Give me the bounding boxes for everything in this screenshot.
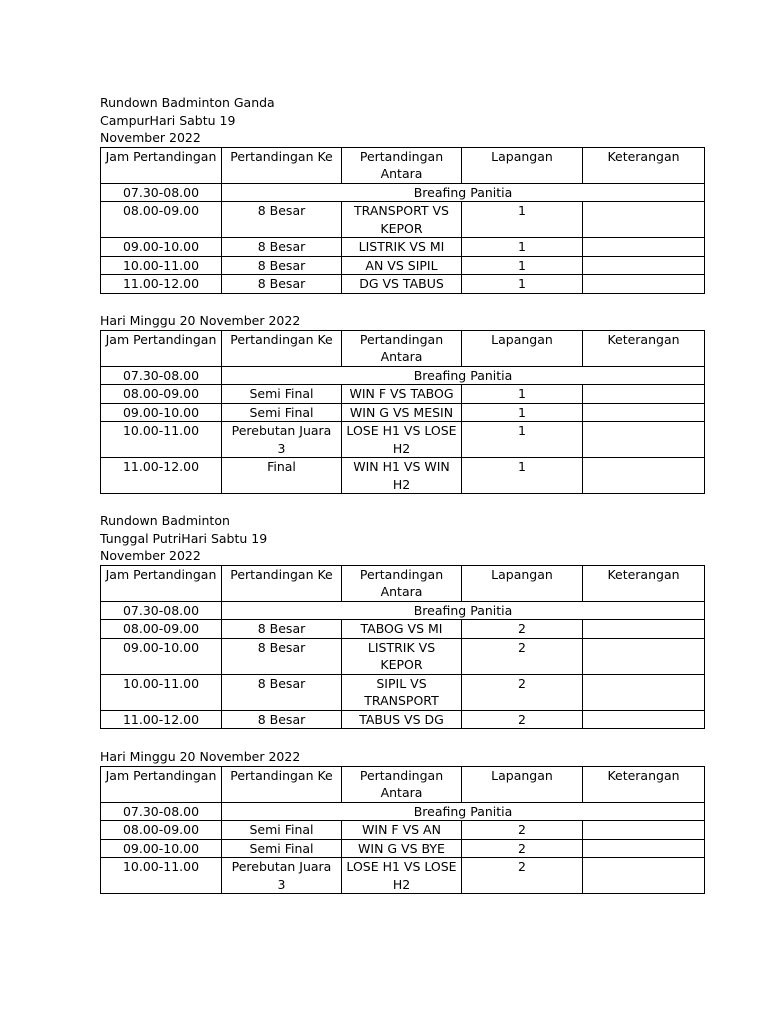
cell-round: 8 Besar: [222, 674, 342, 710]
header-keterangan: Keterangan: [583, 565, 705, 601]
cell-round: Semi Final: [222, 839, 342, 858]
cell-match: LISTRIK VS MI: [342, 238, 462, 257]
header-jam: Jam Pertandingan: [101, 565, 222, 601]
breafing-row: [101, 802, 705, 821]
cell-time: 08.00-09.00: [101, 202, 222, 238]
cell-round: Perebutan Juara 3: [222, 858, 342, 894]
cell-note: [583, 674, 705, 710]
table-row: [101, 238, 705, 257]
cell-match: TRANSPORT VS KEPOR: [342, 202, 462, 238]
table-row: [101, 821, 705, 840]
section-ganda-campur-minggu: [100, 312, 704, 494]
cell-round: 8 Besar: [222, 256, 342, 275]
section-heading-line: Rundown Badminton: [100, 513, 230, 528]
cell-court: 2: [462, 858, 583, 894]
rundown-table: [100, 565, 705, 730]
table-row: [101, 403, 705, 422]
cell-round: Perebutan Juara 3: [222, 422, 342, 458]
cell-court: 2: [462, 821, 583, 840]
cell-match: WIN F VS TABOG: [342, 385, 462, 404]
cell-court: 1: [462, 458, 583, 494]
header-pertandingan-ke: Pertandingan Ke: [222, 330, 342, 366]
table-row: [101, 674, 705, 710]
section-heading-line: November 2022: [100, 548, 201, 563]
table-row: [101, 385, 705, 404]
cell-court: 1: [462, 385, 583, 404]
cell-time: 09.00-10.00: [101, 238, 222, 257]
cell-note: [583, 839, 705, 858]
cell-court: 2: [462, 674, 583, 710]
cell-court: 1: [462, 403, 583, 422]
cell-note: [583, 821, 705, 840]
table-row: [101, 710, 705, 729]
cell-court: 2: [462, 839, 583, 858]
cell-court: 1: [462, 275, 583, 294]
cell-court: 1: [462, 202, 583, 238]
cell-breafing: Breafing Panitia: [222, 183, 705, 202]
section-tunggal-putri-sabtu: [100, 512, 704, 729]
breafing-row: [101, 601, 705, 620]
cell-note: [583, 858, 705, 894]
section-heading-line: CampurHari Sabtu 19: [100, 112, 236, 128]
header-lapangan: Lapangan: [462, 330, 583, 366]
cell-round: 8 Besar: [222, 202, 342, 238]
header-pertandingan-antara: Pertandingan Antara: [342, 330, 462, 366]
cell-match: WIN G VS BYE: [342, 839, 462, 858]
header-pertandingan-antara: Pertandingan Antara: [342, 147, 462, 183]
table-row: [101, 638, 705, 674]
cell-breafing: Breafing Panitia: [222, 601, 705, 620]
cell-time: 10.00-11.00: [101, 256, 222, 275]
table-row: [101, 275, 705, 294]
header-lapangan: Lapangan: [462, 147, 583, 183]
cell-time: 08.00-09.00: [101, 385, 222, 404]
cell-match: LOSE H1 VS LOSE H2: [342, 858, 462, 894]
cell-time: 11.00-12.00: [101, 458, 222, 494]
header-pertandingan-antara: Pertandingan Antara: [342, 766, 462, 802]
section-heading-line: Hari Minggu 20 November 2022: [100, 749, 301, 764]
table-row: [101, 839, 705, 858]
cell-time: 07.30-08.00: [101, 183, 222, 202]
cell-match: TABUS VS DG: [342, 710, 462, 729]
table-row: [101, 422, 705, 458]
cell-note: [583, 710, 705, 729]
table-header-row: [101, 147, 705, 183]
section-heading-line: Hari Minggu 20 November 2022: [100, 313, 301, 328]
cell-match: DG VS TABUS: [342, 275, 462, 294]
cell-note: [583, 422, 705, 458]
cell-match: WIN G VS MESIN: [342, 403, 462, 422]
table-row: [101, 620, 705, 639]
cell-round: Semi Final: [222, 821, 342, 840]
table-row: [101, 858, 705, 894]
cell-round: 8 Besar: [222, 638, 342, 674]
header-keterangan: Keterangan: [583, 147, 705, 183]
table-header-row: [101, 565, 705, 601]
section-heading-line: Rundown Badminton Ganda: [100, 95, 275, 110]
cell-court: 1: [462, 256, 583, 275]
cell-note: [583, 638, 705, 674]
cell-time: 11.00-12.00: [101, 275, 222, 294]
cell-note: [583, 238, 705, 257]
breafing-row: [101, 366, 705, 385]
cell-round: 8 Besar: [222, 620, 342, 639]
cell-note: [583, 202, 705, 238]
cell-time: 08.00-09.00: [101, 620, 222, 639]
cell-round: Final: [222, 458, 342, 494]
cell-time: 09.00-10.00: [101, 638, 222, 674]
rundown-table: [100, 330, 705, 495]
cell-breafing: Breafing Panitia: [222, 802, 705, 821]
cell-round: Semi Final: [222, 385, 342, 404]
table-row: [101, 458, 705, 494]
header-pertandingan-ke: Pertandingan Ke: [222, 766, 342, 802]
section-heading-line: November 2022: [100, 130, 201, 145]
cell-time: 09.00-10.00: [101, 839, 222, 858]
header-lapangan: Lapangan: [462, 565, 583, 601]
table-row: [101, 256, 705, 275]
header-keterangan: Keterangan: [583, 766, 705, 802]
cell-note: [583, 275, 705, 294]
cell-match: TABOG VS MI: [342, 620, 462, 639]
cell-note: [583, 403, 705, 422]
cell-breafing: Breafing Panitia: [222, 366, 705, 385]
cell-time: 10.00-11.00: [101, 422, 222, 458]
section-tunggal-putri-minggu: [100, 748, 704, 894]
cell-match: WIN H1 VS WIN H2: [342, 458, 462, 494]
header-pertandingan-ke: Pertandingan Ke: [222, 565, 342, 601]
rundown-table: [100, 766, 705, 895]
cell-round: 8 Besar: [222, 710, 342, 729]
cell-note: [583, 458, 705, 494]
header-jam: Jam Pertandingan: [101, 766, 222, 802]
table-row: [101, 202, 705, 238]
cell-match: WIN F VS AN: [342, 821, 462, 840]
header-jam: Jam Pertandingan: [101, 330, 222, 366]
cell-match: LISTRIK VS KEPOR: [342, 638, 462, 674]
cell-match: SIPIL VS TRANSPORT: [342, 674, 462, 710]
header-jam: Jam Pertandingan: [101, 147, 222, 183]
cell-round: 8 Besar: [222, 275, 342, 294]
cell-match: AN VS SIPIL: [342, 256, 462, 275]
table-header-row: [101, 330, 705, 366]
cell-match: LOSE H1 VS LOSE H2: [342, 422, 462, 458]
cell-note: [583, 620, 705, 639]
table-header-row: [101, 766, 705, 802]
cell-time: 07.30-08.00: [101, 366, 222, 385]
cell-time: 07.30-08.00: [101, 601, 222, 620]
header-pertandingan-antara: Pertandingan Antara: [342, 565, 462, 601]
section-heading-line: Tunggal PutriHari Sabtu 19: [100, 530, 268, 546]
cell-round: 8 Besar: [222, 238, 342, 257]
header-keterangan: Keterangan: [583, 330, 705, 366]
cell-time: 10.00-11.00: [101, 858, 222, 894]
cell-court: 2: [462, 710, 583, 729]
cell-note: [583, 385, 705, 404]
cell-court: 2: [462, 638, 583, 674]
cell-court: 1: [462, 238, 583, 257]
cell-time: 11.00-12.00: [101, 710, 222, 729]
header-pertandingan-ke: Pertandingan Ke: [222, 147, 342, 183]
header-lapangan: Lapangan: [462, 766, 583, 802]
cell-time: 07.30-08.00: [101, 802, 222, 821]
cell-time: 08.00-09.00: [101, 821, 222, 840]
cell-time: 10.00-11.00: [101, 674, 222, 710]
rundown-table: [100, 147, 705, 294]
cell-note: [583, 256, 705, 275]
cell-time: 09.00-10.00: [101, 403, 222, 422]
cell-court: 1: [462, 422, 583, 458]
cell-round: Semi Final: [222, 403, 342, 422]
breafing-row: [101, 183, 705, 202]
cell-court: 2: [462, 620, 583, 639]
section-ganda-campur-sabtu: [100, 94, 704, 294]
